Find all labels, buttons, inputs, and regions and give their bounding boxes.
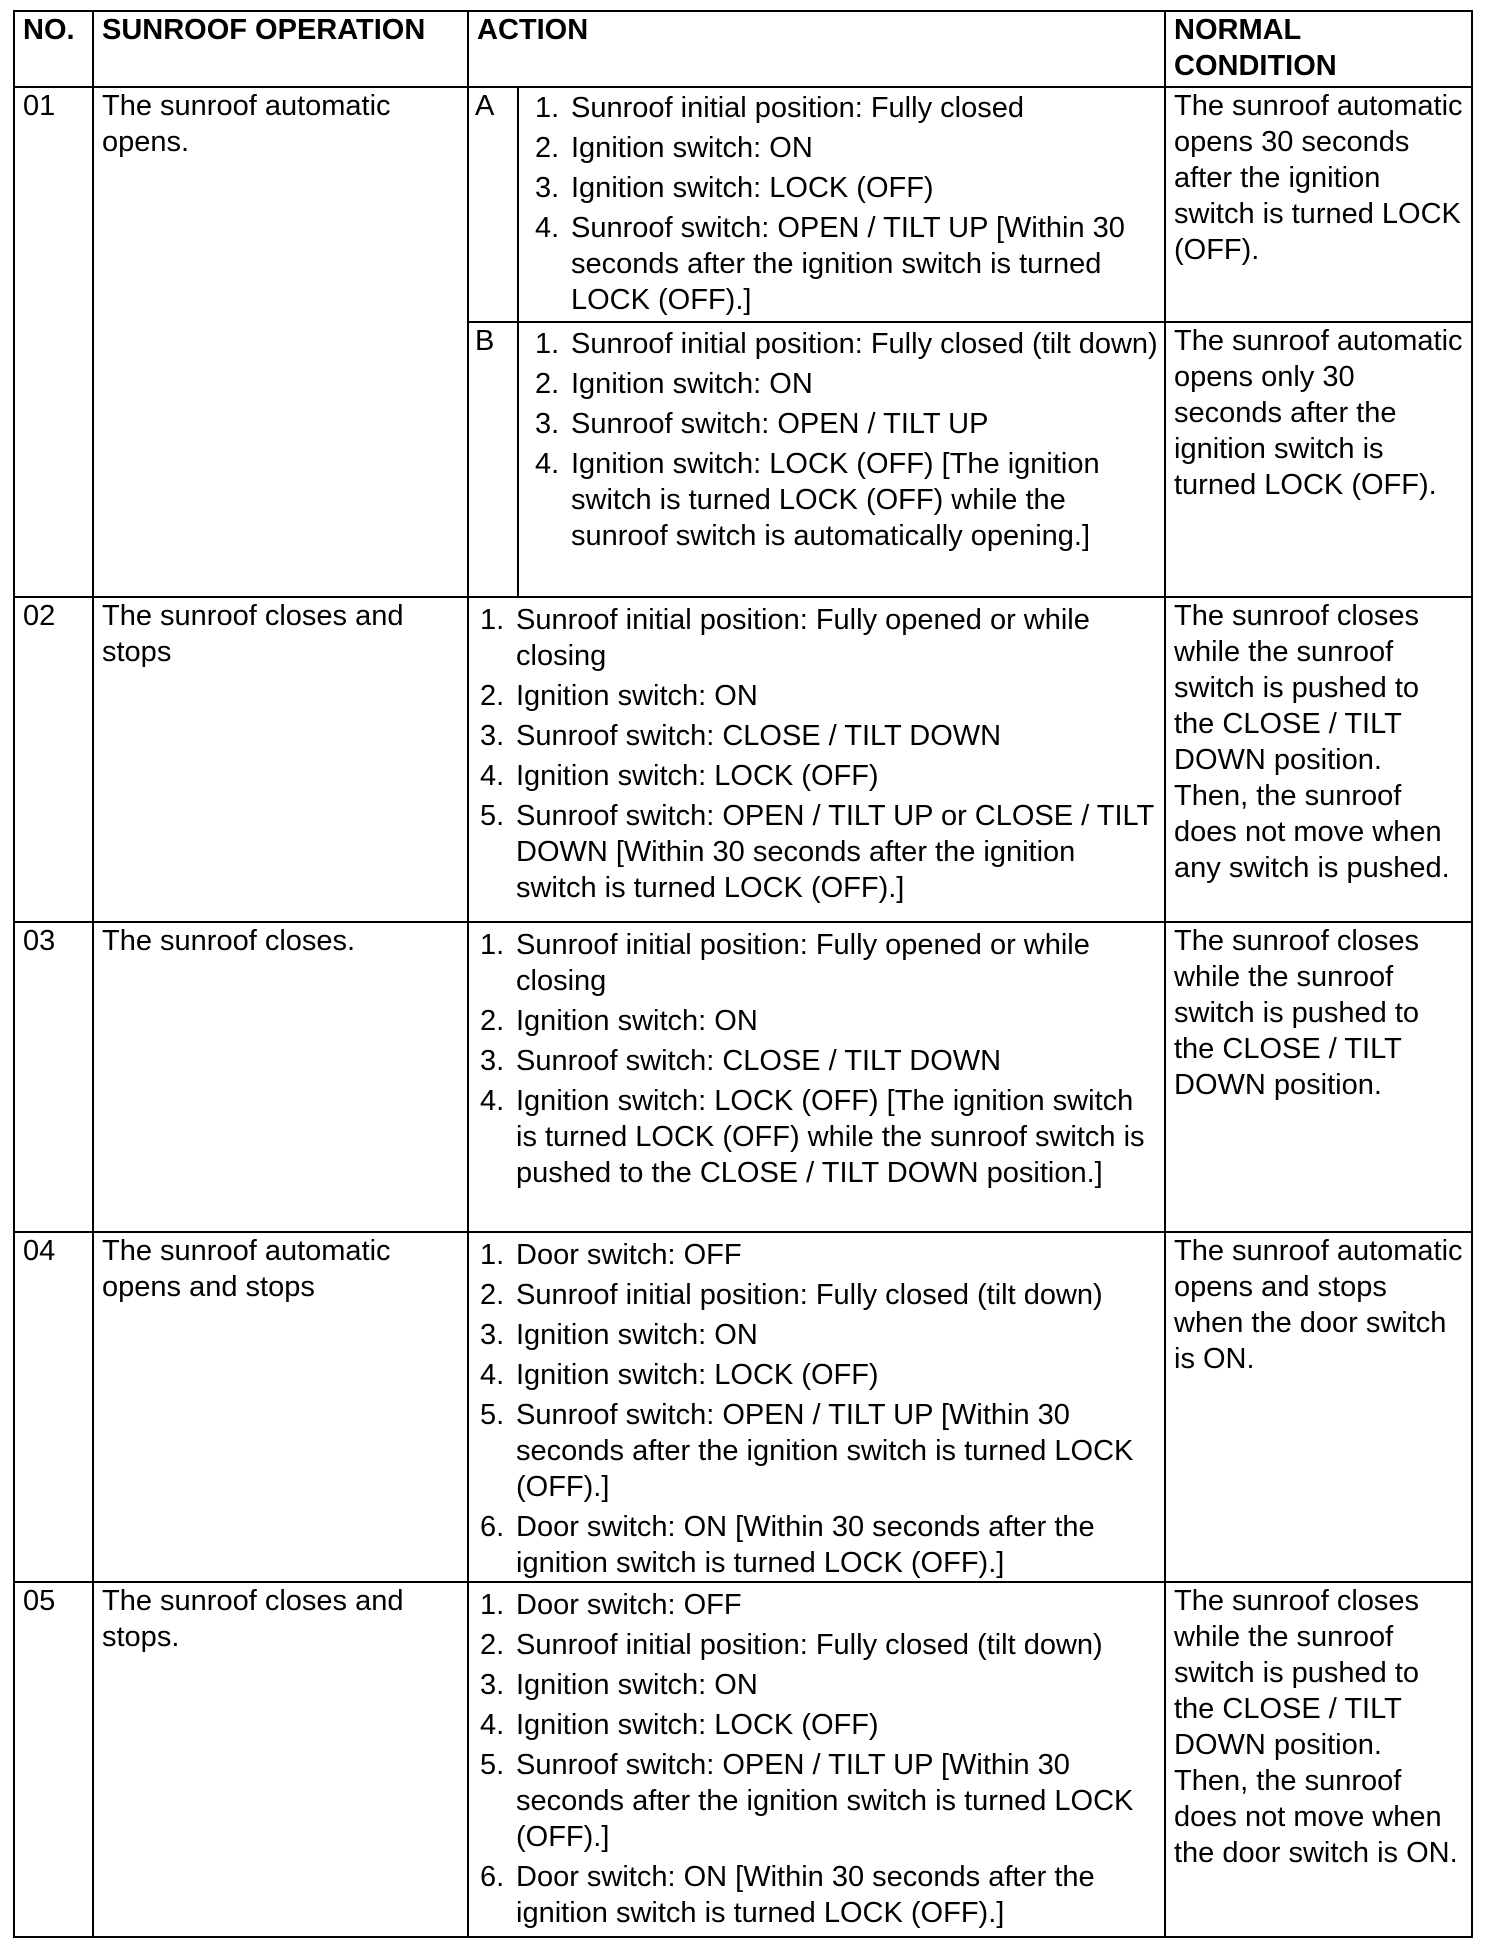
step bbox=[480, 1627, 1160, 1663]
step-text: Sunroof initial position: Fully closed (tilt down) bbox=[516, 1629, 1103, 1661]
step-list bbox=[535, 326, 1160, 554]
step bbox=[535, 406, 1160, 442]
step-text: Sunroof initial position: Fully closed (tilt down) bbox=[571, 328, 1158, 360]
step bbox=[480, 927, 1160, 999]
step-text: Ignition switch: LOCK (OFF) [The ignition switch is turned LOCK (OFF) while the sunroof switch is automatically opening.] bbox=[571, 448, 1100, 552]
step-text: Ignition switch: ON bbox=[516, 680, 758, 712]
step-list bbox=[480, 1587, 1160, 1931]
step-list bbox=[535, 90, 1160, 318]
step-number: 4. bbox=[480, 1085, 505, 1117]
step-text: Sunroof initial position: Fully closed (tilt down) bbox=[516, 1279, 1103, 1311]
step-number: 1. bbox=[535, 92, 560, 124]
step-text: Sunroof switch: OPEN / TILT UP [Within 30 seconds after the ignition switch is turned LOCK (OFF).] bbox=[516, 1399, 1134, 1503]
step-text: Ignition switch: ON bbox=[571, 368, 813, 400]
col-divider-operation bbox=[467, 12, 469, 1936]
step bbox=[480, 1859, 1160, 1931]
step bbox=[480, 678, 1160, 714]
step-number: 4. bbox=[480, 760, 505, 792]
step-number: 2. bbox=[480, 680, 505, 712]
row-03-steps bbox=[480, 927, 1160, 1195]
row-04-no: 04 bbox=[23, 1235, 56, 1267]
step-number: 2. bbox=[535, 368, 560, 400]
step-number: 3. bbox=[480, 1319, 505, 1351]
step-text: Sunroof initial position: Fully opened or while closing bbox=[516, 929, 1090, 997]
step-number: 3. bbox=[535, 408, 560, 440]
step bbox=[480, 1317, 1160, 1353]
step-number: 1. bbox=[480, 929, 505, 961]
header-normal-condition: NORMAL CONDITION bbox=[1174, 14, 1337, 82]
header-sunroof-operation: SUNROOF OPERATION bbox=[102, 14, 426, 46]
step bbox=[480, 1043, 1160, 1079]
step-number: 5. bbox=[480, 1749, 505, 1781]
step-text: Door switch: ON [Within 30 seconds after the ignition switch is turned LOCK (OFF).] bbox=[516, 1861, 1095, 1929]
step-text: Sunroof switch: OPEN / TILT UP [Within 30 seconds after the ignition switch is turned LOCK (OFF).] bbox=[571, 212, 1125, 316]
step-text: Ignition switch: LOCK (OFF) [The ignition switch is turned LOCK (OFF) while the sunroof switch is pushed to the CLOSE / TILT DOWN position.] bbox=[516, 1085, 1145, 1189]
step bbox=[480, 1509, 1160, 1581]
step-text: Sunroof initial position: Fully opened or while closing bbox=[516, 604, 1090, 672]
step bbox=[480, 1003, 1160, 1039]
step-number: 1. bbox=[480, 1239, 505, 1271]
step-number: 3. bbox=[535, 172, 560, 204]
step bbox=[535, 170, 1160, 206]
row-01-sub-a-label: A bbox=[475, 90, 495, 122]
step bbox=[480, 718, 1160, 754]
header-action: ACTION bbox=[477, 14, 589, 46]
row-05-operation: The sunroof closes and stops. bbox=[102, 1585, 404, 1653]
row-03-normal: The sunroof closes while the sunroof switch is pushed to the CLOSE / TILT DOWN position. bbox=[1174, 925, 1420, 1101]
step-text: Ignition switch: LOCK (OFF) bbox=[516, 760, 879, 792]
step bbox=[480, 602, 1160, 674]
row-01-sub-b-steps bbox=[535, 326, 1160, 558]
step-number: 4. bbox=[480, 1359, 505, 1391]
step-text: Sunroof switch: CLOSE / TILT DOWN bbox=[516, 1045, 1002, 1077]
step bbox=[535, 210, 1160, 318]
step-text: Ignition switch: LOCK (OFF) bbox=[516, 1359, 879, 1391]
row-01-operation: The sunroof automatic opens. bbox=[102, 90, 391, 158]
step-text: Sunroof switch: OPEN / TILT UP bbox=[571, 408, 989, 440]
step-number: 1. bbox=[480, 604, 505, 636]
row-01-sub-b-label: B bbox=[475, 325, 495, 357]
step-list bbox=[480, 927, 1160, 1191]
step-number: 4. bbox=[535, 448, 560, 480]
row-01-sub-b-normal: The sunroof automatic opens only 30 seconds after the ignition switch is turned LOCK (OFF). bbox=[1174, 325, 1463, 501]
step-text: Ignition switch: LOCK (OFF) bbox=[516, 1709, 879, 1741]
step-number: 5. bbox=[480, 1399, 505, 1431]
step-text: Door switch: OFF bbox=[516, 1589, 742, 1621]
step bbox=[480, 758, 1160, 794]
step bbox=[535, 446, 1160, 554]
step-number: 3. bbox=[480, 1669, 505, 1701]
step bbox=[480, 1357, 1160, 1393]
step-number: 4. bbox=[480, 1709, 505, 1741]
step-text: Sunroof initial position: Fully closed bbox=[571, 92, 1024, 124]
step bbox=[480, 1667, 1160, 1703]
step bbox=[480, 1747, 1160, 1855]
step-text: Sunroof switch: OPEN / TILT UP or CLOSE / TILT DOWN [Within 30 seconds after the ignition switch is turned LOCK (OFF).] bbox=[516, 800, 1154, 904]
step bbox=[535, 326, 1160, 362]
step bbox=[480, 1707, 1160, 1743]
step-number: 2. bbox=[535, 132, 560, 164]
step-text: Ignition switch: LOCK (OFF) bbox=[571, 172, 934, 204]
step-list bbox=[480, 1237, 1160, 1581]
step-text: Ignition switch: ON bbox=[516, 1319, 758, 1351]
step-text: Door switch: OFF bbox=[516, 1239, 742, 1271]
step-text: Door switch: ON [Within 30 seconds after the ignition switch is turned LOCK (OFF).] bbox=[516, 1511, 1095, 1579]
row-04-operation: The sunroof automatic opens and stops bbox=[102, 1235, 391, 1303]
step-number: 2. bbox=[480, 1005, 505, 1037]
header-no: NO. bbox=[23, 14, 75, 46]
step-number: 5. bbox=[480, 800, 505, 832]
row-02-no: 02 bbox=[23, 600, 56, 632]
step-text: Ignition switch: ON bbox=[571, 132, 813, 164]
step-text: Sunroof switch: OPEN / TILT UP [Within 30 seconds after the ignition switch is turned LOCK (OFF).] bbox=[516, 1749, 1134, 1853]
step bbox=[480, 1083, 1160, 1191]
row-05-no: 05 bbox=[23, 1585, 56, 1617]
row-01-sub-a-normal: The sunroof automatic opens 30 seconds after the ignition switch is turned LOCK (OFF). bbox=[1174, 90, 1463, 266]
row-04-steps bbox=[480, 1237, 1160, 1585]
step-text: Ignition switch: ON bbox=[516, 1669, 758, 1701]
step bbox=[480, 798, 1160, 906]
step bbox=[480, 1587, 1160, 1623]
row-02-steps bbox=[480, 602, 1160, 910]
row-01-no: 01 bbox=[23, 90, 56, 122]
step-number: 2. bbox=[480, 1629, 505, 1661]
step-number: 2. bbox=[480, 1279, 505, 1311]
step-number: 4. bbox=[535, 212, 560, 244]
row-03-no: 03 bbox=[23, 925, 56, 957]
step bbox=[480, 1277, 1160, 1313]
step bbox=[535, 90, 1160, 126]
step-number: 1. bbox=[480, 1589, 505, 1621]
row-04-normal: The sunroof automatic opens and stops when the door switch is ON. bbox=[1174, 1235, 1463, 1375]
row-02-operation: The sunroof closes and stops bbox=[102, 600, 404, 668]
step-number: 3. bbox=[480, 720, 505, 752]
step-list bbox=[480, 602, 1160, 906]
step bbox=[480, 1237, 1160, 1273]
row-05-steps bbox=[480, 1587, 1160, 1935]
row-05-normal: The sunroof closes while the sunroof switch is pushed to the CLOSE / TILT DOWN position. Then, the sunroof does not move when the door switch is ON. bbox=[1174, 1585, 1458, 1869]
sunroof-operation-table bbox=[13, 10, 1473, 1938]
step-number: 6. bbox=[480, 1511, 505, 1543]
step-number: 6. bbox=[480, 1861, 505, 1893]
col-divider-sub-label bbox=[517, 87, 519, 596]
row-01-sub-a-steps bbox=[535, 90, 1160, 322]
row-03-operation: The sunroof closes. bbox=[102, 925, 356, 957]
step bbox=[535, 366, 1160, 402]
step-text: Ignition switch: ON bbox=[516, 1005, 758, 1037]
step bbox=[535, 130, 1160, 166]
step bbox=[480, 1397, 1160, 1505]
row-02-normal: The sunroof closes while the sunroof switch is pushed to the CLOSE / TILT DOWN position. Then, the sunroof does not move when any switch is pushed. bbox=[1174, 600, 1450, 884]
step-number: 3. bbox=[480, 1045, 505, 1077]
step-text: Sunroof switch: CLOSE / TILT DOWN bbox=[516, 720, 1002, 752]
step-number: 1. bbox=[535, 328, 560, 360]
